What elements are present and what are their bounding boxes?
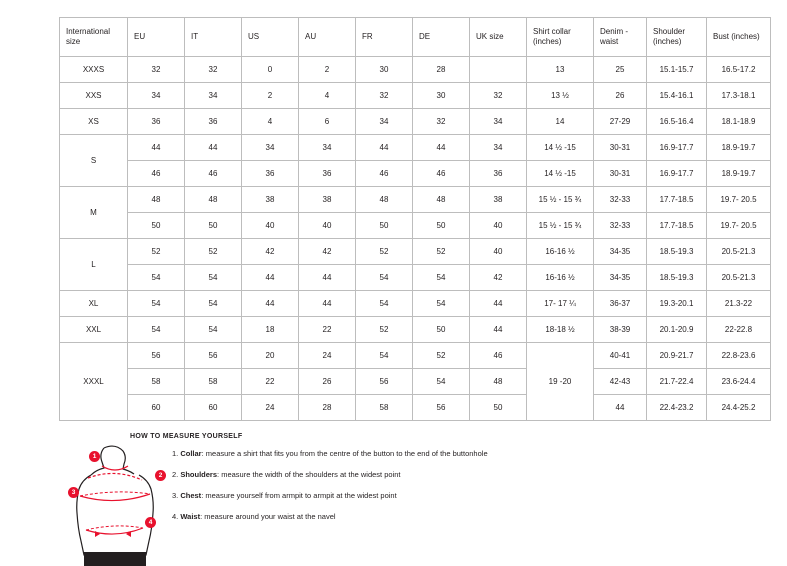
- cell-us: 40: [242, 213, 299, 239]
- cell-de: 28: [413, 57, 470, 83]
- size-chart-container: [59, 17, 760, 421]
- column-header-it: IT: [185, 18, 242, 57]
- table-body: [60, 57, 771, 421]
- cell-it: 58: [185, 369, 242, 395]
- cell-it: 60: [185, 395, 242, 421]
- cell-fr: 30: [356, 57, 413, 83]
- cell-fr: 52: [356, 317, 413, 343]
- cell-shoulder-inches: 18.5-19.3: [647, 265, 707, 291]
- cell-denim-waist: 34-35: [594, 265, 647, 291]
- cell-uk-size: 34: [470, 109, 527, 135]
- cell-au: 42: [299, 239, 356, 265]
- cell-shirt-collar-inches: 15 ½ - 15 ¾: [527, 187, 594, 213]
- cell-denim-waist: 30-31: [594, 161, 647, 187]
- instruction-number: 3.: [172, 491, 181, 500]
- cell-bust-inches: 24.4-25.2: [707, 395, 771, 421]
- cell-it: 32: [185, 57, 242, 83]
- column-header-fr: FR: [356, 18, 413, 57]
- cell-it: 50: [185, 213, 242, 239]
- cell-bust-inches: 22.8-23.6: [707, 343, 771, 369]
- cell-international-size: XS: [60, 109, 128, 135]
- column-header-de: DE: [413, 18, 470, 57]
- cell-au: 24: [299, 343, 356, 369]
- cell-it: 36: [185, 109, 242, 135]
- cell-au: 38: [299, 187, 356, 213]
- table-row: [60, 57, 771, 83]
- cell-eu: 56: [128, 343, 185, 369]
- cell-shoulder-inches: 15.1-15.7: [647, 57, 707, 83]
- cell-shoulder-inches: 15.4-16.1: [647, 83, 707, 109]
- column-header-shirt-collar: Shirt collar (inches): [527, 18, 594, 57]
- column-header-international-size: International size: [60, 18, 128, 57]
- cell-de: 46: [413, 161, 470, 187]
- cell-shoulder-inches: 17.7-18.5: [647, 187, 707, 213]
- cell-us: 20: [242, 343, 299, 369]
- instruction-text: : measure around your waist at the navel: [200, 512, 336, 521]
- cell-bust-inches: 20.5-21.3: [707, 265, 771, 291]
- instruction-text: : measure yourself from armpit to armpit at the widest point: [201, 491, 397, 500]
- cell-au: 44: [299, 265, 356, 291]
- cell-uk-size: 34: [470, 135, 527, 161]
- cell-denim-waist: 26: [594, 83, 647, 109]
- cell-international-size: S: [60, 135, 128, 187]
- cell-de: 52: [413, 343, 470, 369]
- cell-de: 52: [413, 239, 470, 265]
- cell-shirt-collar-inches: 13: [527, 57, 594, 83]
- cell-international-size: L: [60, 239, 128, 291]
- cell-bust-inches: 21.3-22: [707, 291, 771, 317]
- cell-international-size: XXS: [60, 83, 128, 109]
- cell-it: 54: [185, 265, 242, 291]
- cell-it: 44: [185, 135, 242, 161]
- cell-us: 42: [242, 239, 299, 265]
- cell-au: 36: [299, 161, 356, 187]
- cell-uk-size: 50: [470, 395, 527, 421]
- column-header-denim-waist: Denim - waist: [594, 18, 647, 57]
- cell-bust-inches: 18.9-19.7: [707, 135, 771, 161]
- cell-fr: 52: [356, 239, 413, 265]
- cell-it: 48: [185, 187, 242, 213]
- cell-shoulder-inches: 16.9-17.7: [647, 161, 707, 187]
- cell-au: 44: [299, 291, 356, 317]
- cell-shoulder-inches: 19.3-20.1: [647, 291, 707, 317]
- cell-eu: 36: [128, 109, 185, 135]
- cell-us: 34: [242, 135, 299, 161]
- torso-illustration: [60, 444, 170, 566]
- table-row: [60, 187, 771, 213]
- cell-fr: 44: [356, 135, 413, 161]
- cell-uk-size: 36: [470, 161, 527, 187]
- cell-denim-waist: 25: [594, 57, 647, 83]
- cell-us: 0: [242, 57, 299, 83]
- cell-uk-size: 44: [470, 291, 527, 317]
- cell-de: 50: [413, 317, 470, 343]
- cell-uk-size: 40: [470, 213, 527, 239]
- cell-denim-waist: 40-41: [594, 343, 647, 369]
- cell-eu: 48: [128, 187, 185, 213]
- cell-au: 34: [299, 135, 356, 161]
- cell-shirt-collar-inches: 18-18 ½: [527, 317, 594, 343]
- measurement-instruction: [172, 512, 652, 521]
- cell-au: 40: [299, 213, 356, 239]
- cell-au: 26: [299, 369, 356, 395]
- cell-shoulder-inches: 21.7-22.4: [647, 369, 707, 395]
- cell-us: 36: [242, 161, 299, 187]
- cell-eu: 34: [128, 83, 185, 109]
- instruction-text: : measure a shirt that fits you from the centre of the button to the end of the buttonhole: [201, 449, 488, 458]
- figure-bullet-4: 4: [145, 517, 156, 528]
- cell-denim-waist: 42-43: [594, 369, 647, 395]
- instruction-text: : measure the width of the shoulders at the widest point: [217, 470, 401, 479]
- cell-shirt-collar-inches: 16-16 ½: [527, 239, 594, 265]
- cell-au: 6: [299, 109, 356, 135]
- cell-au: 2: [299, 57, 356, 83]
- cell-de: 56: [413, 395, 470, 421]
- figure-bullet-2: 2: [155, 470, 166, 481]
- table-row: [60, 109, 771, 135]
- cell-uk-size: 38: [470, 187, 527, 213]
- cell-denim-waist: 30-31: [594, 135, 647, 161]
- cell-denim-waist: 36-37: [594, 291, 647, 317]
- cell-denim-waist: 32-33: [594, 187, 647, 213]
- cell-uk-size: 44: [470, 317, 527, 343]
- cell-eu: 60: [128, 395, 185, 421]
- cell-fr: 48: [356, 187, 413, 213]
- cell-uk-size: 48: [470, 369, 527, 395]
- cell-international-size: XXXL: [60, 343, 128, 421]
- cell-shirt-collar-inches: 19 -20: [527, 343, 594, 421]
- measurement-instruction: [172, 491, 652, 500]
- cell-denim-waist: 27-29: [594, 109, 647, 135]
- cell-uk-size: [470, 57, 527, 83]
- cell-uk-size: 40: [470, 239, 527, 265]
- cell-de: 44: [413, 135, 470, 161]
- cell-it: 34: [185, 83, 242, 109]
- instruction-term: Shoulders: [180, 470, 218, 479]
- table-row: [60, 83, 771, 109]
- cell-fr: 34: [356, 109, 413, 135]
- cell-fr: 56: [356, 369, 413, 395]
- cell-shoulder-inches: 16.5-16.4: [647, 109, 707, 135]
- cell-fr: 58: [356, 395, 413, 421]
- figure-bullet-1: 1: [89, 451, 100, 462]
- cell-bust-inches: 17.3-18.1: [707, 83, 771, 109]
- cell-de: 54: [413, 291, 470, 317]
- cell-denim-waist: 44: [594, 395, 647, 421]
- cell-uk-size: 46: [470, 343, 527, 369]
- instruction-number: 2.: [172, 470, 181, 479]
- cell-international-size: XXXS: [60, 57, 128, 83]
- cell-shoulder-inches: 18.5-19.3: [647, 239, 707, 265]
- cell-shirt-collar-inches: 14: [527, 109, 594, 135]
- cell-us: 44: [242, 265, 299, 291]
- cell-de: 48: [413, 187, 470, 213]
- figure-bullet-3: 3: [68, 487, 79, 498]
- instruction-term: Chest: [180, 491, 202, 500]
- cell-shoulder-inches: 22.4-23.2: [647, 395, 707, 421]
- cell-us: 38: [242, 187, 299, 213]
- cell-bust-inches: 20.5-21.3: [707, 239, 771, 265]
- instruction-number: 4.: [172, 512, 181, 521]
- column-header-bust: Bust (inches): [707, 18, 771, 57]
- cell-us: 22: [242, 369, 299, 395]
- cell-au: 22: [299, 317, 356, 343]
- cell-us: 44: [242, 291, 299, 317]
- cell-us: 24: [242, 395, 299, 421]
- cell-eu: 44: [128, 135, 185, 161]
- cell-bust-inches: 18.1-18.9: [707, 109, 771, 135]
- table-row: [60, 161, 771, 187]
- table-row: [60, 369, 771, 395]
- table-row: [60, 317, 771, 343]
- cell-denim-waist: 32-33: [594, 213, 647, 239]
- cell-it: 46: [185, 161, 242, 187]
- table-row: [60, 135, 771, 161]
- column-header-au: AU: [299, 18, 356, 57]
- cell-shirt-collar-inches: 14 ½ -15: [527, 161, 594, 187]
- how-to-measure-title: HOW TO MEASURE YOURSELF: [130, 433, 243, 440]
- cell-eu: 52: [128, 239, 185, 265]
- cell-international-size: XXL: [60, 317, 128, 343]
- table-row: [60, 395, 771, 421]
- cell-shirt-collar-inches: 17- 17 ¼: [527, 291, 594, 317]
- cell-shirt-collar-inches: 16-16 ½: [527, 265, 594, 291]
- measurement-instructions-list: [172, 449, 652, 533]
- instruction-term: Waist: [180, 512, 201, 521]
- table-row: [60, 213, 771, 239]
- cell-it: 56: [185, 343, 242, 369]
- cell-us: 4: [242, 109, 299, 135]
- cell-it: 52: [185, 239, 242, 265]
- cell-bust-inches: 22-22.8: [707, 317, 771, 343]
- cell-fr: 54: [356, 343, 413, 369]
- cell-shirt-collar-inches: 14 ½ -15: [527, 135, 594, 161]
- cell-eu: 46: [128, 161, 185, 187]
- instruction-term: Collar: [180, 449, 202, 458]
- cell-au: 28: [299, 395, 356, 421]
- cell-eu: 54: [128, 265, 185, 291]
- column-header-shoulder: Shoulder (inches): [647, 18, 707, 57]
- cell-eu: 54: [128, 317, 185, 343]
- table-row: [60, 265, 771, 291]
- cell-shoulder-inches: 17.7-18.5: [647, 213, 707, 239]
- cell-eu: 54: [128, 291, 185, 317]
- cell-de: 54: [413, 265, 470, 291]
- cell-shoulder-inches: 20.1-20.9: [647, 317, 707, 343]
- cell-eu: 50: [128, 213, 185, 239]
- size-chart-table: [59, 17, 771, 421]
- table-row: [60, 239, 771, 265]
- table-row: [60, 343, 771, 369]
- cell-fr: 46: [356, 161, 413, 187]
- cell-us: 2: [242, 83, 299, 109]
- cell-uk-size: 42: [470, 265, 527, 291]
- cell-denim-waist: 38-39: [594, 317, 647, 343]
- cell-shoulder-inches: 20.9-21.7: [647, 343, 707, 369]
- cell-fr: 50: [356, 213, 413, 239]
- cell-uk-size: 32: [470, 83, 527, 109]
- cell-bust-inches: 18.9-19.7: [707, 161, 771, 187]
- cell-shoulder-inches: 16.9-17.7: [647, 135, 707, 161]
- instruction-number: 1.: [172, 449, 181, 458]
- cell-it: 54: [185, 291, 242, 317]
- cell-shirt-collar-inches: 15 ½ - 15 ¾: [527, 213, 594, 239]
- cell-bust-inches: 23.6-24.4: [707, 369, 771, 395]
- column-header-us: US: [242, 18, 299, 57]
- table-header: [60, 18, 771, 57]
- cell-de: 30: [413, 83, 470, 109]
- cell-de: 32: [413, 109, 470, 135]
- cell-shirt-collar-inches: 13 ½: [527, 83, 594, 109]
- cell-fr: 54: [356, 291, 413, 317]
- cell-international-size: XL: [60, 291, 128, 317]
- cell-eu: 32: [128, 57, 185, 83]
- cell-fr: 54: [356, 265, 413, 291]
- cell-bust-inches: 19.7- 20.5: [707, 213, 771, 239]
- table-row: [60, 291, 771, 317]
- column-header-uk-size: UK size: [470, 18, 527, 57]
- column-header-eu: EU: [128, 18, 185, 57]
- cell-au: 4: [299, 83, 356, 109]
- cell-fr: 32: [356, 83, 413, 109]
- measurement-instruction: [172, 449, 652, 458]
- table-header-row: [60, 18, 771, 57]
- cell-international-size: M: [60, 187, 128, 239]
- measurement-instruction: [172, 470, 652, 479]
- cell-eu: 58: [128, 369, 185, 395]
- cell-it: 54: [185, 317, 242, 343]
- measurement-figure: [60, 444, 170, 566]
- cell-us: 18: [242, 317, 299, 343]
- cell-bust-inches: 16.5-17.2: [707, 57, 771, 83]
- cell-de: 54: [413, 369, 470, 395]
- cell-denim-waist: 34-35: [594, 239, 647, 265]
- cell-de: 50: [413, 213, 470, 239]
- cell-bust-inches: 19.7- 20.5: [707, 187, 771, 213]
